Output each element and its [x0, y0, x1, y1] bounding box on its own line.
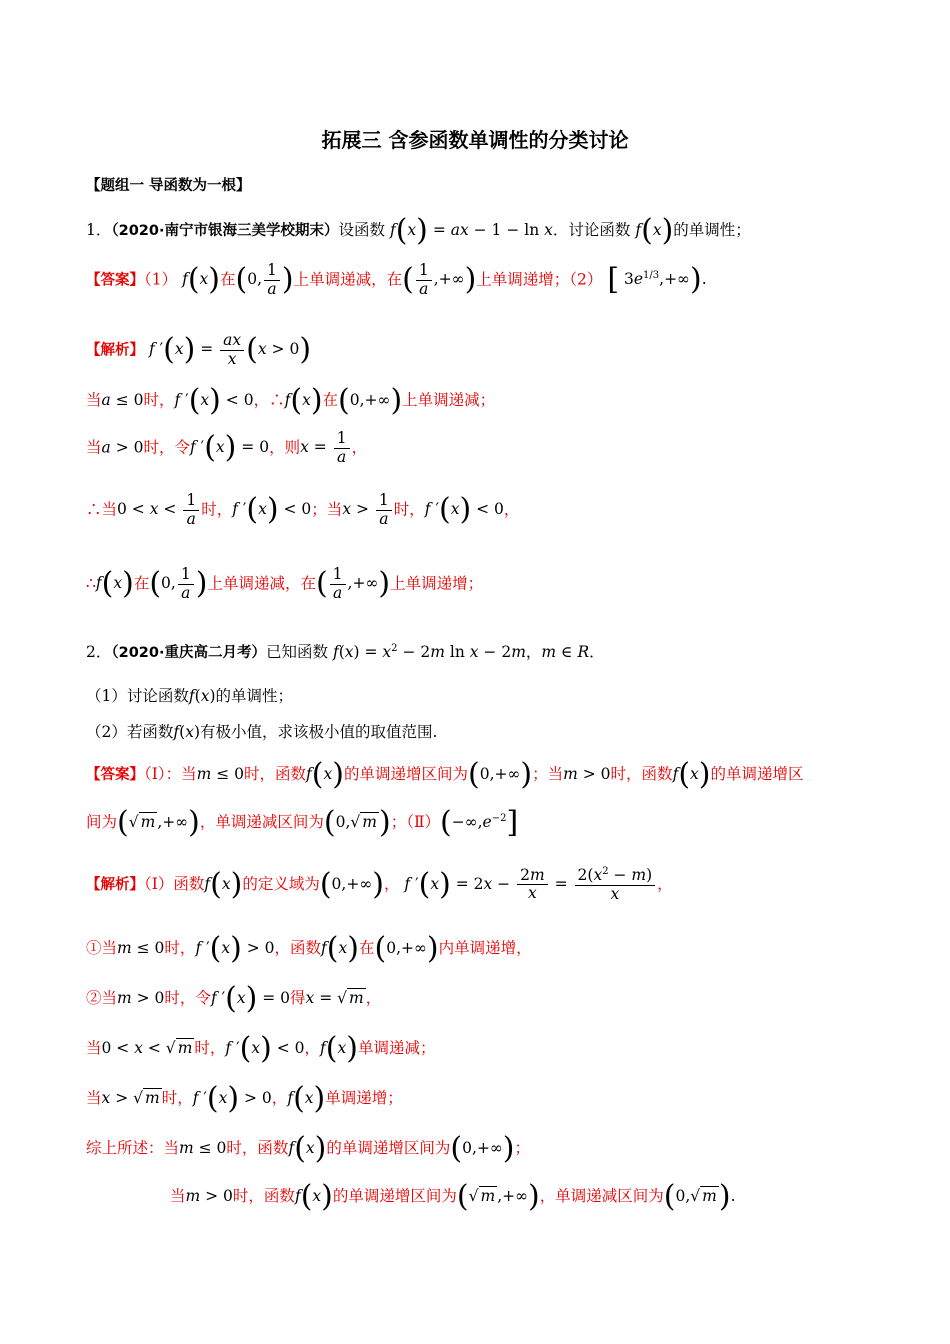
text: 的单调递增区间为	[326, 1139, 451, 1157]
question-source: （2020·南宁市银海三美学校期末）	[111, 223, 339, 239]
text: 的单调性；	[673, 221, 751, 239]
text: 的单调递增区	[710, 765, 804, 783]
text: 时，函数	[226, 1139, 289, 1157]
text: 在	[358, 939, 375, 957]
text: （1）	[144, 270, 178, 289]
text: 时，	[143, 391, 175, 409]
text: ．	[589, 643, 605, 661]
answer-tag: 【答案】	[86, 767, 144, 783]
text: 单调递减；	[357, 1039, 436, 1057]
text: ，	[271, 1089, 288, 1107]
text: 时，	[164, 939, 196, 957]
text: 上单调递减，在	[207, 574, 316, 593]
text: 时，令	[164, 989, 211, 1007]
text: ，函数	[274, 939, 322, 957]
text: 的单调递增区间为	[332, 1187, 457, 1205]
text: 在	[133, 574, 150, 593]
text: ，	[304, 1039, 321, 1057]
formula: f	[389, 221, 396, 239]
analysis-summary: 当m > 0时，函数f(x)的单调递增区间为(√ m ,+∞)，单调递减区间为(0,√ m).	[170, 1179, 736, 1214]
text: （Ⅰ）函数	[144, 874, 205, 893]
text: 当	[86, 1039, 102, 1057]
text: 得	[290, 989, 306, 1007]
text: 当	[170, 1187, 186, 1205]
group-heading: 【题组一 导函数为一根】	[86, 178, 251, 194]
text: 有极小值，求该极小值的取值范围.	[200, 723, 438, 741]
text: 上单调递减，在	[293, 270, 403, 289]
analysis-line: ∴当0 < x < $\frac{1}{a}$ 时，f ′(x) < 0；当x > $\frac{1}{a}$ 时，f ′(x) < 0，	[86, 491, 520, 528]
text: 时，令	[143, 438, 190, 457]
text: 在	[220, 270, 236, 289]
text: 设函数	[338, 221, 386, 239]
text: 单调递增；	[325, 1089, 403, 1107]
text: .	[730, 1187, 736, 1205]
text: ；当	[311, 500, 343, 519]
text: （2）若函数	[86, 723, 174, 741]
question-1-analysis-head: 【解析】 f ′(x) = $\frac{ax}{x}$ (x > 0)	[86, 331, 312, 368]
question-2-answer-cont: 间为(√ m ,+∞)，单调递减区间为(0,√ m)；$(Ⅱ)(-\infty,e^{-2}]$	[86, 805, 519, 840]
text: 当	[86, 438, 102, 457]
text: ，单调递减区间为	[539, 1187, 664, 1205]
text: ，	[503, 500, 520, 519]
text: ∴	[86, 574, 96, 593]
page-title: 拓展三 含参函数单调性的分类讨论	[321, 128, 629, 152]
text: 时，	[393, 500, 425, 519]
question-1-stem: 1．（2020·南宁市银海三美学校期末）设函数 f(x) = ax − 1 − ln x．讨论函数 f(x)的单调性；	[86, 213, 751, 248]
text: 时，	[194, 1039, 226, 1057]
analysis-line: 当a > 0时，令f ′(x) = 0，则x = $\frac{1}{a}$ ，	[86, 429, 368, 466]
text: 综上所述：当	[86, 1139, 180, 1157]
analysis-line: 当a ≤ 0时，f ′(x) < 0，∴f(x)在(0,+∞)上单调递减；	[86, 383, 496, 418]
text: （1）讨论函数	[86, 687, 189, 705]
answer-tag: 【答案】	[86, 272, 144, 289]
analysis-line: ①当m ≤ 0时，f ′(x) > 0，函数f(x)在(0,+∞)内单调递增，	[86, 931, 532, 966]
text: 的定义域为	[242, 874, 320, 893]
text: ，单调递减区间为	[199, 813, 324, 831]
question-number: 1．	[86, 221, 112, 239]
text: 在	[322, 391, 339, 409]
question-number: 2．	[86, 643, 112, 661]
text: ①当	[86, 939, 118, 957]
text: ；当	[532, 765, 564, 783]
text: 当	[86, 391, 102, 409]
analysis-tag: 【解析】	[86, 876, 144, 893]
question-2-stem: 2．（2020·重庆高二月考）已知函数 $f(x) = x^2 - 2m$ ln x − 2m，m ∈ R．	[86, 642, 605, 661]
text: ，	[525, 643, 542, 661]
text: ，	[657, 874, 673, 893]
text: 时，	[201, 500, 233, 519]
text: ，	[365, 989, 382, 1007]
text: 上单调递增；	[390, 574, 484, 593]
text: ②当	[86, 989, 118, 1007]
text: ，则	[269, 438, 301, 457]
text: 时，函数	[244, 765, 307, 783]
text: 上单调递增；（2）	[476, 270, 603, 289]
text: 当	[86, 1089, 102, 1107]
question-2-analysis-head: 【解析】（Ⅰ）函数f(x)的定义域为(0,+∞)， f ′(x) = 2x − $\frac{2m}{x}$ = $\frac{2(x^2 - m)}{x}$ ，	[86, 865, 673, 903]
text: ，∴	[253, 391, 285, 409]
text: ．讨论函数	[552, 221, 631, 239]
text: 内单调递增，	[438, 939, 532, 957]
text: 已知函数	[266, 643, 329, 661]
text: 时，函数	[610, 765, 673, 783]
text: ；（Ⅱ）	[390, 813, 440, 831]
analysis-line: ∴f(x)在(0, $\frac{1}{a}$ )上单调递减，在( $\frac{1}{a}$ ,+∞)上单调递增；	[86, 565, 484, 602]
analysis-summary: 综上所述：当m ≤ 0时，函数f(x)的单调递增区间为(0,+∞)；	[86, 1131, 531, 1166]
text: ∴当	[86, 500, 118, 519]
question-source: （2020·重庆高二月考）	[111, 645, 266, 661]
text: （Ⅰ）：当	[144, 765, 197, 783]
text: ，	[383, 874, 400, 893]
question-1-answer: 【答案】（1） f(x)在(0, $\frac{1}{a}$ )上单调递减，在( $\frac{1}{a}$ ,+∞)上单调递增；（2） [ $3e^{1/3},+\infty$).	[86, 261, 707, 298]
text: 间为	[86, 813, 118, 831]
analysis-line: ②当m > 0时，令f ′(x) = 0得x = √ m ，	[86, 981, 382, 1016]
analysis-tag: 【解析】	[86, 342, 144, 359]
question-2-answer: 【答案】（Ⅰ）：当m ≤ 0时，函数f(x)的单调递增区间为(0,+∞)；当m > 0时，函数f(x)的单调递增区	[86, 757, 804, 792]
text: 的单调递增区间为	[343, 765, 468, 783]
text: 时，函数	[232, 1187, 295, 1205]
question-2-part1: （1）讨论函数f(x)的单调性；	[86, 687, 294, 705]
analysis-line: 当0 < x < √ m 时，f ′(x) < 0，f(x)单调递减；	[86, 1031, 436, 1066]
analysis-line: 当x > √ m 时，f ′(x) > 0，f(x)单调递增；	[86, 1081, 403, 1116]
question-2-part2: （2）若函数f(x)有极小值，求该极小值的取值范围.	[86, 723, 438, 741]
text: ；	[514, 1139, 531, 1157]
text: 时，	[161, 1089, 193, 1107]
text: ，	[351, 438, 368, 457]
text: 的单调性；	[215, 687, 294, 705]
text: 上单调递减；	[402, 391, 496, 409]
